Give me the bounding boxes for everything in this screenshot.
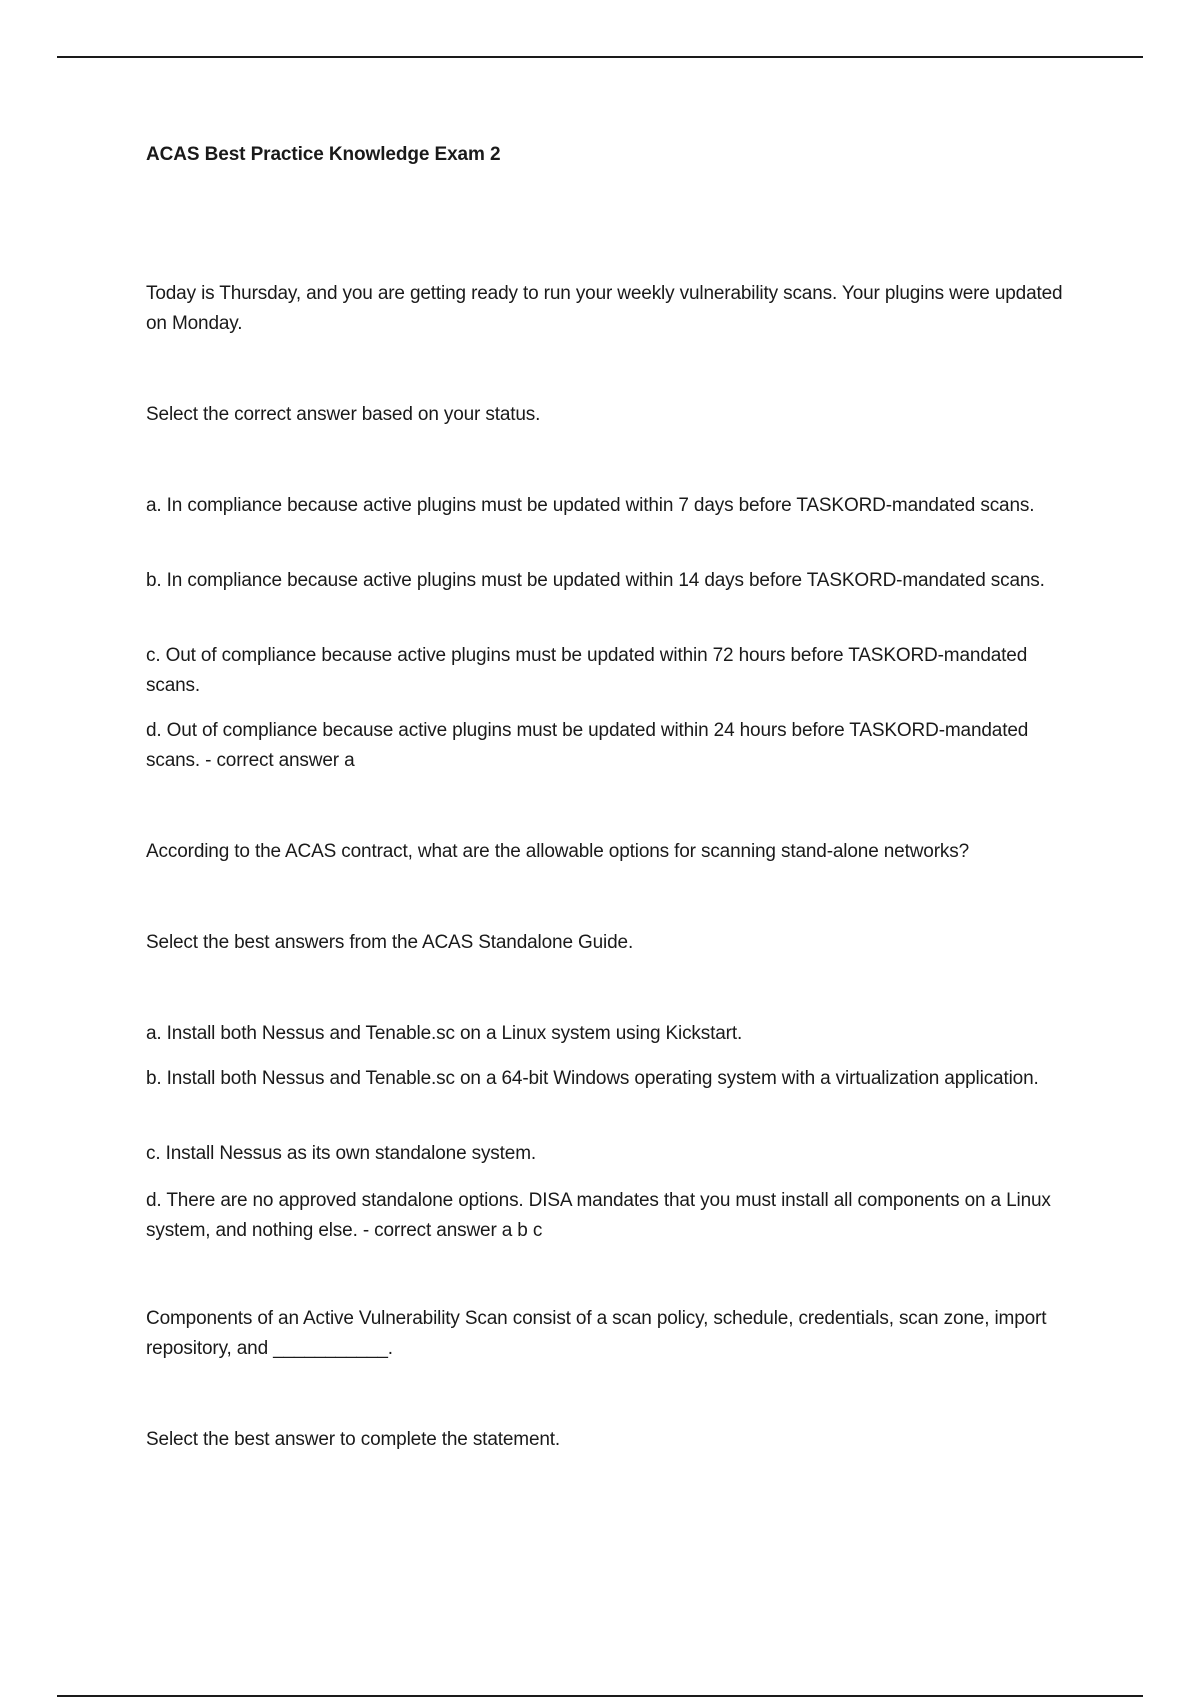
question-1-option-d: d. Out of compliance because active plugins must be updated within 24 hours before TASKORD-mandated scans. - correct answer a [146, 720, 1029, 771]
question-2-prompt: According to the ACAS contract, what are the allowable options for scanning stand-alone networks? [146, 841, 969, 862]
question-3-instruction: Select the best answer to complete the statement. [146, 1429, 561, 1450]
footer-rule [57, 1695, 1143, 1697]
question-2-option-b: b. Install both Nessus and Tenable.sc on a 64-bit Windows operating system with a virtualization application. [146, 1068, 1039, 1089]
question-1-option-a: a. In compliance because active plugins must be updated within 7 days before TASKORD-mandated scans. [146, 495, 1035, 516]
question-2-instruction: Select the best answers from the ACAS Standalone Guide. [146, 932, 634, 953]
question-2-option-a: a. Install both Nessus and Tenable.sc on a Linux system using Kickstart. [146, 1023, 743, 1044]
header-rule [57, 56, 1143, 58]
question-1-instruction: Select the correct answer based on your status. [146, 404, 541, 425]
question-1-prompt: Today is Thursday, and you are getting ready to run your weekly vulnerability scans. Your plugins were updated on Monday. [146, 283, 1063, 334]
question-1-option-c: c. Out of compliance because active plugins must be updated within 72 hours before TASKORD-mandated scans. [146, 645, 1028, 696]
question-2-option-d: d. There are no approved standalone options. DISA mandates that you must install all components on a Linux system, and nothing else. - correct answer a b c [146, 1190, 1051, 1241]
document-title: ACAS Best Practice Knowledge Exam 2 [146, 144, 501, 165]
question-2-option-c: c. Install Nessus as its own standalone system. [146, 1143, 537, 1164]
question-3-prompt: Components of an Active Vulnerability Scan consist of a scan policy, schedule, credentials, scan zone, import repository, and ___________. [146, 1308, 1047, 1359]
question-1-option-b: b. In compliance because active plugins must be updated within 14 days before TASKORD-mandated scans. [146, 570, 1045, 591]
